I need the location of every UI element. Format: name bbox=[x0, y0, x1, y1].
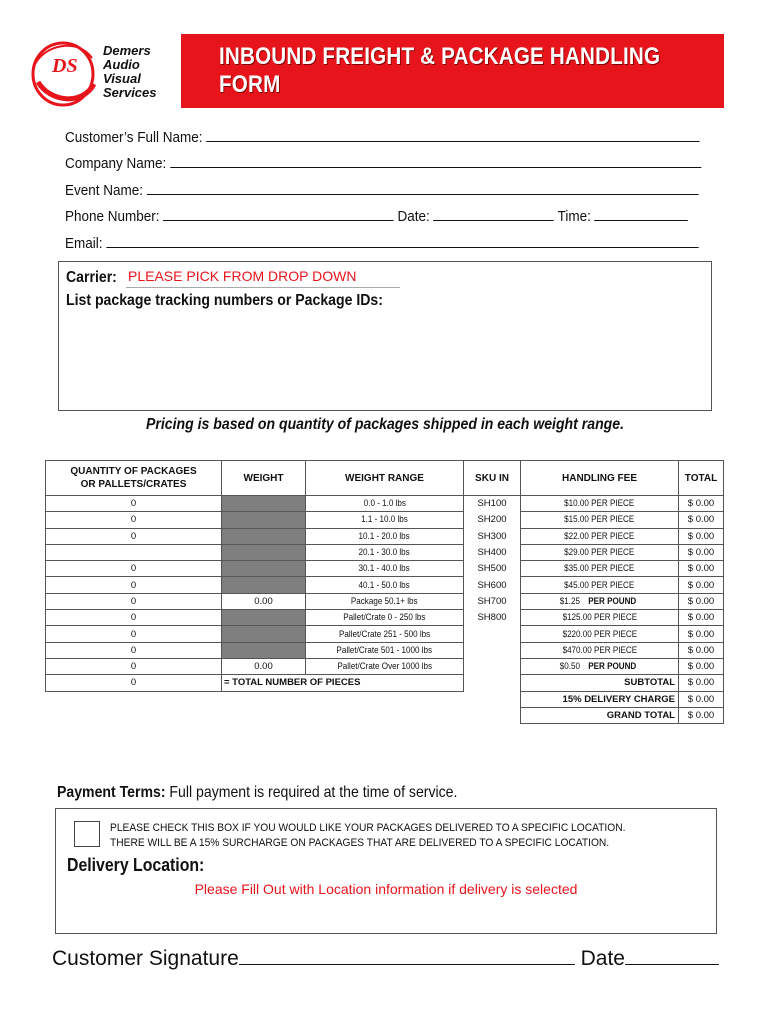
table-row bbox=[46, 593, 724, 609]
fee-text: $15.00 PER PIECE bbox=[564, 514, 635, 526]
total-pieces-label: = TOTAL NUMBER OF PIECES bbox=[222, 675, 464, 691]
handling-fee-cell bbox=[521, 577, 679, 593]
pricing-note: Pricing is based on quantity of packages shipped in each weight range. bbox=[145, 416, 625, 433]
weight-cell[interactable] bbox=[222, 642, 306, 658]
weight-cell[interactable] bbox=[222, 528, 306, 544]
sku-cell bbox=[464, 658, 521, 674]
table-row bbox=[46, 658, 724, 674]
customer-name-field[interactable] bbox=[206, 127, 699, 142]
table-row bbox=[46, 512, 724, 528]
header-sku: SKU IN bbox=[464, 461, 521, 496]
weight-cell[interactable]: 0.00 bbox=[222, 593, 306, 609]
table-row bbox=[46, 610, 724, 626]
weight-range-cell bbox=[306, 642, 464, 658]
handling-fee-cell bbox=[521, 658, 679, 674]
weight-range-text: Pallet/Crate Over 1000 lbs bbox=[337, 661, 432, 673]
company-name-row bbox=[65, 153, 701, 172]
total-cell: $ 0.00 bbox=[679, 577, 724, 593]
fee-text: $29.00 PER PIECE bbox=[564, 547, 635, 559]
handling-fee-cell bbox=[521, 528, 679, 544]
quantity-cell[interactable]: 0 bbox=[46, 561, 222, 577]
quantity-cell[interactable]: 0 bbox=[46, 610, 222, 626]
delivery-note-line1: PLEASE CHECK THIS BOX IF YOU WOULD LIKE YOUR PACKAGES DELIVERED TO A SPECIFIC LOCATION. bbox=[110, 822, 626, 834]
email-row bbox=[65, 233, 698, 252]
weight-cell[interactable] bbox=[222, 577, 306, 593]
title-banner bbox=[181, 34, 724, 108]
weight-range-text: Pallet/Crate 0 - 250 lbs bbox=[343, 612, 426, 624]
fee-amount: $0.50 bbox=[559, 661, 581, 673]
table-row bbox=[46, 626, 724, 642]
table-row bbox=[46, 577, 724, 593]
signature-field[interactable] bbox=[239, 946, 575, 965]
header-weight-range: WEIGHT RANGE bbox=[306, 461, 464, 496]
delivery-note-line2: THERE WILL BE A 15% SURCHARGE ON PACKAGES THAT ARE DELIVERED TO A SPECIFIC LOCATION. bbox=[110, 837, 610, 849]
payment-terms-text: Full payment is required at the time of service. bbox=[169, 784, 458, 801]
weight-range-cell bbox=[306, 561, 464, 577]
weight-range-text: Pallet/Crate 501 - 1000 lbs bbox=[336, 644, 433, 656]
delivery-location-field[interactable]: Please Fill Out with Location information if delivery is selected bbox=[194, 881, 578, 897]
weight-cell[interactable] bbox=[222, 626, 306, 642]
weight-cell[interactable] bbox=[222, 561, 306, 577]
quantity-cell[interactable]: 0 bbox=[46, 577, 222, 593]
spacer-cell bbox=[46, 707, 521, 723]
fee-text: $10.00 PER PIECE bbox=[564, 498, 635, 510]
weight-range-text: 20.1 - 30.0 lbs bbox=[358, 547, 411, 559]
carrier-box bbox=[58, 261, 712, 411]
email-field[interactable] bbox=[106, 233, 698, 248]
quantity-cell[interactable]: 0 bbox=[46, 496, 222, 512]
fee-unit: PER POUND bbox=[588, 661, 637, 673]
weight-range-cell bbox=[306, 528, 464, 544]
spacer-cell bbox=[464, 675, 521, 691]
header-total: TOTAL bbox=[679, 461, 724, 496]
total-cell: $ 0.00 bbox=[679, 528, 724, 544]
weight-range-cell bbox=[306, 577, 464, 593]
phone-date-time-row bbox=[65, 206, 688, 225]
total-pieces-row bbox=[46, 675, 724, 691]
subtotal-label: SUBTOTAL bbox=[521, 675, 679, 691]
logo-word-4: Services bbox=[103, 85, 157, 100]
payment-terms-label: Payment Terms: bbox=[57, 784, 166, 801]
fee-text: $470.00 PER PIECE bbox=[562, 644, 637, 656]
quantity-cell[interactable]: 0 bbox=[46, 512, 222, 528]
spacer-cell bbox=[46, 691, 521, 707]
company-name-label: Company Name: bbox=[65, 155, 167, 172]
customer-name-label: Customer’s Full Name: bbox=[65, 129, 203, 146]
delivery-charge-value: $ 0.00 bbox=[679, 691, 724, 707]
event-name-row bbox=[65, 180, 699, 199]
time-field[interactable] bbox=[595, 206, 689, 221]
date-label: Date: bbox=[397, 208, 430, 225]
delivery-charge-row bbox=[46, 691, 724, 707]
handling-fee-cell bbox=[521, 626, 679, 642]
signature-row bbox=[52, 946, 719, 971]
fee-text: $35.00 PER PIECE bbox=[564, 563, 635, 575]
total-cell: $ 0.00 bbox=[679, 658, 724, 674]
handling-fee-cell bbox=[521, 496, 679, 512]
handling-fee-cell bbox=[521, 512, 679, 528]
sku-cell bbox=[464, 642, 521, 658]
quantity-cell[interactable]: 0 bbox=[46, 593, 222, 609]
quantity-cell[interactable]: 0 bbox=[46, 626, 222, 642]
carrier-label: Carrier: bbox=[66, 269, 117, 286]
grand-total-value: $ 0.00 bbox=[679, 707, 724, 723]
carrier-dropdown[interactable]: PLEASE PICK FROM DROP DOWN bbox=[126, 268, 400, 288]
fee-text: $125.00 PER PIECE bbox=[562, 612, 637, 624]
quantity-cell[interactable]: 0 bbox=[46, 642, 222, 658]
header-quantity: QUANTITY OF PACKAGES OR PALLETS/CRATES bbox=[46, 461, 222, 496]
total-cell: $ 0.00 bbox=[679, 544, 724, 560]
table-row bbox=[46, 561, 724, 577]
delivery-box bbox=[55, 808, 717, 934]
fee-text: $45.00 PER PIECE bbox=[564, 579, 635, 591]
event-name-field[interactable] bbox=[147, 180, 699, 195]
weight-range-text: 40.1 - 50.0 lbs bbox=[358, 579, 411, 591]
fee-text: $220.00 PER PIECE bbox=[562, 628, 637, 640]
table-row bbox=[46, 496, 724, 512]
handling-fee-cell bbox=[521, 593, 679, 609]
handling-fee-cell bbox=[521, 610, 679, 626]
weight-range-cell bbox=[306, 593, 464, 609]
total-cell: $ 0.00 bbox=[679, 642, 724, 658]
weight-range-cell bbox=[306, 544, 464, 560]
weight-range-text: Pallet/Crate 251 - 500 lbs bbox=[338, 628, 431, 640]
date-field[interactable] bbox=[433, 206, 554, 221]
handling-fee-cell bbox=[521, 642, 679, 658]
pricing-table bbox=[45, 460, 724, 724]
total-pieces-qty: 0 bbox=[46, 675, 222, 691]
delivery-checkbox[interactable] bbox=[74, 821, 100, 847]
fee-unit: PER POUND bbox=[588, 595, 637, 607]
sku-cell: SH200 bbox=[464, 512, 521, 528]
weight-cell[interactable]: 0.00 bbox=[222, 658, 306, 674]
weight-cell[interactable] bbox=[222, 544, 306, 560]
delivery-charge-label: 15% DELIVERY CHARGE bbox=[521, 691, 679, 707]
header-weight: WEIGHT bbox=[222, 461, 306, 496]
handling-fee-cell bbox=[521, 544, 679, 560]
form-title: INBOUND FREIGHT & PACKAGE HANDLING FORM bbox=[219, 43, 661, 98]
weight-range-text: 1.1 - 10.0 lbs bbox=[361, 514, 408, 526]
weight-range-text: 0.0 - 1.0 lbs bbox=[363, 498, 406, 510]
total-cell: $ 0.00 bbox=[679, 593, 724, 609]
weight-range-cell bbox=[306, 610, 464, 626]
logo-initials: DS bbox=[52, 55, 78, 77]
company-logo-icon bbox=[30, 36, 100, 108]
delivery-location-label: Delivery Location: bbox=[67, 855, 205, 875]
sku-cell: SH700 bbox=[464, 593, 521, 609]
quantity-cell[interactable]: 0 bbox=[46, 658, 222, 674]
grand-total-row bbox=[46, 707, 724, 723]
sku-cell: SH100 bbox=[464, 496, 521, 512]
grand-total-label: GRAND TOTAL bbox=[521, 707, 679, 723]
payment-terms bbox=[57, 784, 457, 802]
total-cell: $ 0.00 bbox=[679, 512, 724, 528]
time-label: Time: bbox=[557, 208, 591, 225]
weight-range-cell bbox=[306, 626, 464, 642]
total-cell: $ 0.00 bbox=[679, 561, 724, 577]
table-row bbox=[46, 642, 724, 658]
logo-word-1: Demers bbox=[103, 43, 151, 58]
weight-cell[interactable] bbox=[222, 610, 306, 626]
sku-cell: SH600 bbox=[464, 577, 521, 593]
sku-cell: SH800 bbox=[464, 610, 521, 626]
subtotal-value: $ 0.00 bbox=[679, 675, 724, 691]
tracking-numbers-field[interactable] bbox=[63, 314, 703, 404]
fee-amount: $1.25 bbox=[559, 595, 581, 607]
fee-text: $22.00 PER PIECE bbox=[564, 530, 635, 542]
logo-word-3: Visual bbox=[103, 71, 141, 86]
sku-cell: SH400 bbox=[464, 544, 521, 560]
company-name-field[interactable] bbox=[170, 153, 701, 168]
weight-range-text: Package 50.1+ lbs bbox=[351, 595, 418, 607]
weight-cell[interactable] bbox=[222, 496, 306, 512]
phone-number-field[interactable] bbox=[163, 206, 393, 221]
sku-cell bbox=[464, 626, 521, 642]
sku-cell: SH500 bbox=[464, 561, 521, 577]
total-cell: $ 0.00 bbox=[679, 626, 724, 642]
sku-cell: SH300 bbox=[464, 528, 521, 544]
total-cell: $ 0.00 bbox=[679, 496, 724, 512]
event-name-label: Event Name: bbox=[65, 182, 144, 199]
signature-label: Customer Signature bbox=[52, 947, 239, 970]
customer-name-row bbox=[65, 127, 700, 146]
table-header-row bbox=[46, 461, 724, 496]
quantity-cell[interactable] bbox=[46, 544, 222, 560]
weight-range-cell bbox=[306, 658, 464, 674]
header-handling-fee: HANDLING FEE bbox=[521, 461, 679, 496]
weight-range-text: 10.1 - 20.0 lbs bbox=[358, 530, 411, 542]
table-row bbox=[46, 528, 724, 544]
weight-range-cell bbox=[306, 496, 464, 512]
table-row bbox=[46, 544, 724, 560]
email-label: Email: bbox=[65, 235, 103, 252]
signature-date-label: Date bbox=[580, 947, 625, 970]
phone-number-label: Phone Number: bbox=[65, 208, 160, 225]
handling-fee-cell bbox=[521, 561, 679, 577]
tracking-numbers-label: List package tracking numbers or Package IDs: bbox=[66, 292, 383, 309]
weight-range-text: 30.1 - 40.0 lbs bbox=[358, 563, 411, 575]
quantity-cell[interactable]: 0 bbox=[46, 528, 222, 544]
weight-range-cell bbox=[306, 512, 464, 528]
weight-cell[interactable] bbox=[222, 512, 306, 528]
logo-word-2: Audio bbox=[103, 57, 140, 72]
signature-date-field[interactable] bbox=[625, 946, 719, 965]
total-cell: $ 0.00 bbox=[679, 610, 724, 626]
